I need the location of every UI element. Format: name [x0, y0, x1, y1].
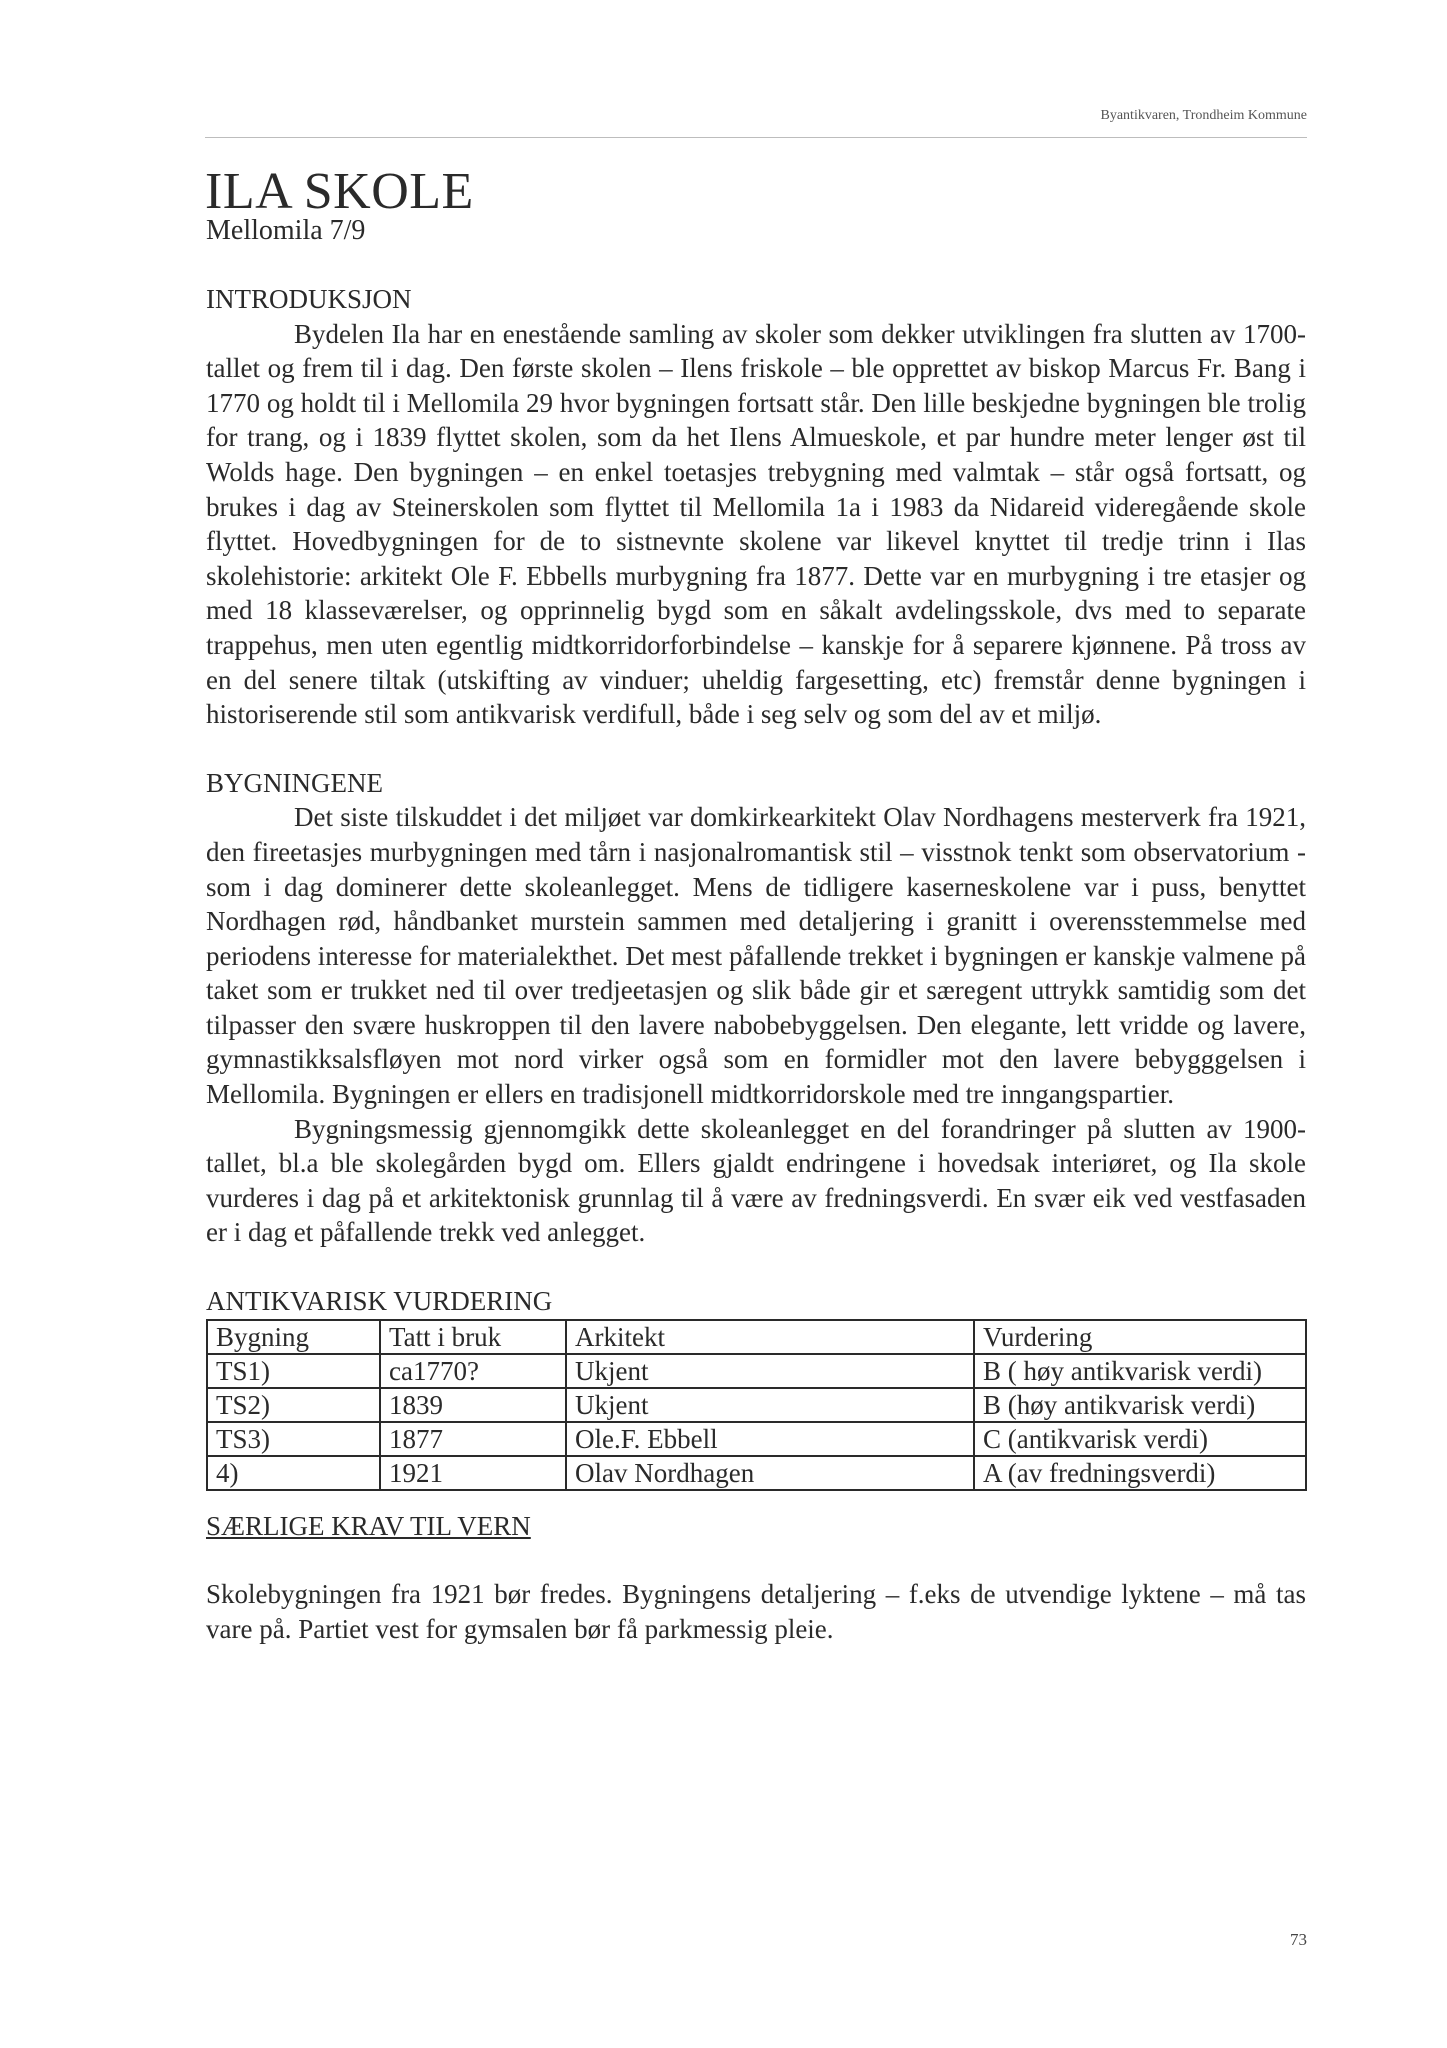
page-header: Byantikvaren, Trondheim Kommune — [1100, 108, 1307, 123]
table-row — [207, 1354, 1306, 1388]
column-header: Tatt i bruk — [380, 1320, 566, 1354]
table-cell: Ole.F. Ebbell — [566, 1422, 974, 1456]
page-title: ILA SKOLE — [205, 163, 474, 220]
table-row — [207, 1422, 1306, 1456]
section-heading-vern: SÆRLIGE KRAV TIL VERN — [206, 1510, 531, 1541]
table-cell: TS2) — [207, 1388, 380, 1422]
table-cell: B ( høy antikvarisk verdi) — [974, 1354, 1306, 1388]
document-body — [206, 282, 1306, 1646]
table-cell: 4) — [207, 1456, 380, 1490]
page-number: 73 — [1290, 1930, 1307, 1949]
column-header: Arkitekt — [566, 1320, 974, 1354]
table-cell: 1839 — [380, 1388, 566, 1422]
table-cell: Ukjent — [566, 1354, 974, 1388]
bygningene-paragraph-2: Bygningsmessig gjennomgikk dette skoleanlegget en del forandringer på slutten av 1900-tallet, bl.a ble skolegården bygd om. Ellers gjaldt endringene i hovedsak interiøret, og Ila skole vurderes i dag på et arkitektonisk grunnlag til å være av fredningsverdi. En svær eik ved vestfasaden er i dag et påfallende trekk ved anlegget. — [206, 1113, 1306, 1248]
column-header: Bygning — [207, 1320, 380, 1354]
section-heading-bygningene: BYGNINGENE — [206, 767, 383, 798]
table-row — [207, 1388, 1306, 1422]
table-cell: Ukjent — [566, 1388, 974, 1422]
section-heading-intro: INTRODUKSJON — [206, 284, 412, 314]
table-cell: 1921 — [380, 1456, 566, 1490]
section-heading-vurdering: ANTIKVARISK VURDERING — [206, 1286, 553, 1317]
table-cell: TS1) — [207, 1354, 380, 1388]
table-cell: ca1770? — [380, 1354, 566, 1388]
table-cell: 1877 — [380, 1422, 566, 1456]
intro-paragraph: Bydelen Ila har en enestående samling av skoler som dekker utviklingen fra slutten av 1700-tallet og frem til i dag. Den første skolen – Ilens friskole – ble opprettet av biskop Marcus Fr. Bang i 1770 og holdt til i Mellomila 29 hvor bygningen fortsatt står. Den lille beskjedne bygningen ble trolig for trang, og i 1839 flyttet skolen, som da het Ilens Almueskole, et par hundre meter lenger øst til Wolds hage. Den bygningen – en enkel toetasjes trebygning med valmtak – står også fortsatt, og brukes i dag av Steinerskolen som flyttet til Mellomila 1a i 1983 da Nidareid videregående skole flyttet. Hovedbygningen for de to sistnevnte skolene var likevel knyttet til tredje trinn i Ilas skolehistorie: arkitekt Ole F. Ebbells murbygning fra 1877. Dette var en murbygning i tre etasjer og med 18 klasseværelser, og opprinnelig bygd som en såkalt avdelingsskole, dvs med to separate trappehus, men uten egentlig midtkorridorforbindelse – kanskje for å separere kjønnene. På tross av en del senere tiltak (utskifting av vinduer; uheldig fargesetting, etc) fremstår denne bygningen i historiserende stil som antikvarisk verdifull, både i seg selv og som del av et miljø. — [206, 318, 1306, 730]
column-header: Vurdering — [974, 1320, 1306, 1354]
table-cell: TS3) — [207, 1422, 380, 1456]
bygningene-paragraph-1: Det siste tilskuddet i det miljøet var domkirkearkitekt Olav Nordhagens mesterverk fra 1921, den fireetasjes murbygningen med tårn i nasjonalromantisk stil – visstnok tenkt som observatorium - som i dag dominerer dette skoleanlegget. Mens de tidligere kaserneskolene var i puss, benyttet Nordhagen rød, håndbanket murstein sammen med detaljering i granitt i overensstemmelse med periodens interesse for materialekthet. Det mest påfallende trekket i bygningen er kanskje valmene på taket som er trukket ned til over tredjeetasjen og slik både gir et særegent uttrykk samtidig som det tilpasser den svære huskroppen til den lavere nabobebyggelsen. Den elegante, lett vridde og lavere, gymnastikksalsfløyen mot nord virker også som en formidler mot den lavere bebygggelsen i Mellomila. Bygningen er ellers en tradisjonell midtkorridorskole med tre inngangspartier. — [206, 802, 1306, 1110]
page-subtitle: Mellomila 7/9 — [206, 215, 366, 246]
table-header-row — [207, 1320, 1306, 1354]
table-row — [207, 1456, 1306, 1490]
table-cell: Olav Nordhagen — [566, 1456, 974, 1490]
table-cell: B (høy antikvarisk verdi) — [974, 1388, 1306, 1422]
vurdering-table — [206, 1319, 1307, 1491]
table-cell: A (av fredningsverdi) — [974, 1456, 1306, 1490]
header-divider — [205, 137, 1307, 138]
table-cell: C (antikvarisk verdi) — [974, 1422, 1306, 1456]
vern-paragraph: Skolebygningen fra 1921 bør fredes. Bygningens detaljering – f.eks de utvendige lyktene – må tas vare på. Partiet vest for gymsalen bør få parkmessig pleie. — [206, 1579, 1306, 1644]
